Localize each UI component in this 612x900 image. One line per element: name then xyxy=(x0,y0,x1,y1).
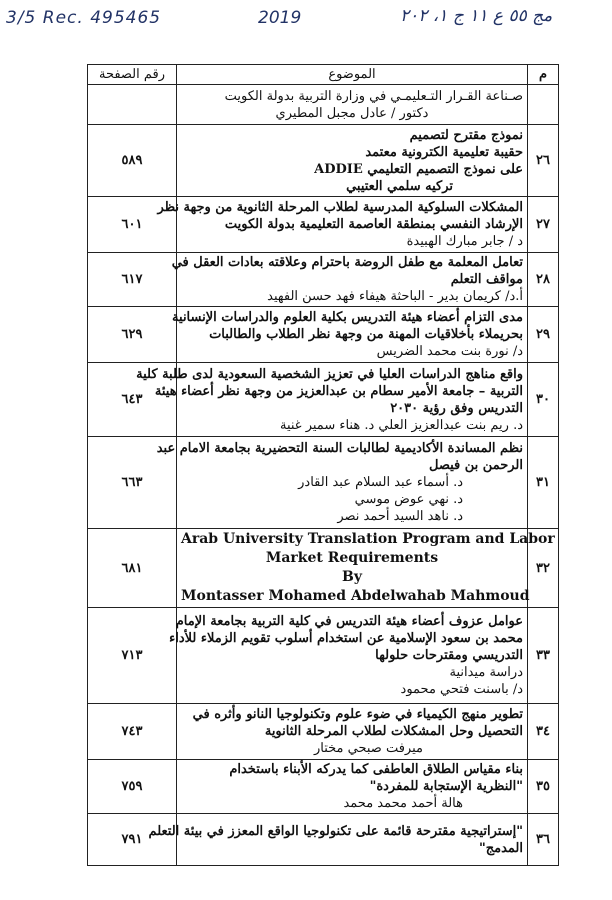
subject-line: د/ باسنت فتحي محمود xyxy=(400,682,523,697)
subject-line: بحريملاء بأخلاقيات المهنة من وجهة نظر الطلاب والطالبات xyxy=(209,327,523,342)
subject-line: التدريس وفق رؤية ٢٠٣٠ xyxy=(390,400,523,416)
subject-line: واقع مناهج الدراسات العليا في تعزيز الشخصية السعودية لدى طلبة كلية xyxy=(136,366,523,382)
table-row xyxy=(88,125,559,197)
subject-line: الإرشاد النفسي بمنطقة العاصمة التعليمية بدولة الكويت xyxy=(224,217,523,232)
subject-line: د/ نورة بنت محمد الضريس xyxy=(376,344,523,359)
subject-line: نظم المساندة الأكاديمية لطالبات السنة التحضيرية بجامعة الامام عبد xyxy=(156,441,523,456)
contents-table xyxy=(87,64,559,866)
subject-line: د / جابر مبارك الهبيدة xyxy=(406,234,523,249)
row-number: ٣٦ xyxy=(528,814,559,866)
row-subject xyxy=(177,125,528,197)
row-subject xyxy=(177,85,528,125)
row-number: ٢٩ xyxy=(528,307,559,363)
handwritten-ref-left: 3/5 Rec. 495465 xyxy=(6,8,162,28)
header-page: رقم الصفحة xyxy=(88,65,177,85)
subject-line: التدريسي ومقترحات حلولها xyxy=(375,648,523,663)
row-number: ٢٦ xyxy=(528,125,559,197)
table-row xyxy=(88,529,559,608)
subject-line: تعامل المعلمة مع طفل الروضة باحترام وعلاقته بعادات العقل في xyxy=(171,255,523,270)
row-page-number: ٧١٣ xyxy=(88,608,177,704)
row-subject xyxy=(171,253,528,307)
subject-line: "إستراتيجية مقترحة قائمة على تكنولوجيا الواقع المعزز في بيئة التعلم xyxy=(148,823,523,839)
subject-line: Arab University Translation Program and Labor xyxy=(181,531,555,547)
subject-line: Montasser Mohamed Abdelwahab Mahmoud xyxy=(181,588,530,604)
row-subject xyxy=(177,760,528,814)
row-page-number: ٦٤٣ xyxy=(88,363,177,437)
subject-line: المشكلات السلوكية المدرسية لطلاب المرحلة الثانوية من وجهة نظر xyxy=(157,200,523,215)
subject-line: دكتور / عادل مجبل المطيري xyxy=(275,105,429,121)
row-page-number: ٦٠١ xyxy=(88,197,177,253)
header-subject: الموضوع xyxy=(177,65,528,85)
row-subject xyxy=(136,363,528,437)
table-row xyxy=(88,307,559,363)
row-number: ٣٥ xyxy=(528,760,559,814)
table-row xyxy=(88,253,559,307)
table-row xyxy=(88,85,559,125)
row-number: ٣١ xyxy=(528,437,559,529)
table-row xyxy=(88,760,559,814)
subject-line: الرحمن بن فيصل xyxy=(428,458,523,473)
row-page-number: ٦٨١ xyxy=(88,529,177,608)
row-subject xyxy=(177,704,528,760)
table-row xyxy=(88,704,559,760)
subject-line: "النظرية الإستجابة للمفردة" xyxy=(369,779,523,794)
row-subject xyxy=(156,437,528,529)
subject-line: صـناعة القـرار التـعليمـي في وزارة التربية بدولة الكويت xyxy=(224,88,523,104)
row-number: ٣٢ xyxy=(528,529,559,608)
subject-line: ميرفت صبحي مختار xyxy=(313,741,423,756)
row-subject xyxy=(157,197,528,253)
table-row xyxy=(88,363,559,437)
row-subject xyxy=(169,608,528,704)
subject-line: التحصيل وحل المشكلات لطلاب المرحلة الثانوية xyxy=(264,724,523,739)
subject-line: د. ناهد السيد أحمد نصر xyxy=(337,509,463,524)
row-page-number: ٥٨٩ xyxy=(88,125,177,197)
subject-line: هالة أحمد محمد محمد xyxy=(343,796,463,811)
row-number: ٣٣ xyxy=(528,608,559,704)
row-page-number: ٦١٧ xyxy=(88,253,177,307)
row-number xyxy=(528,85,559,125)
handwritten-year: 2019 xyxy=(258,8,302,28)
subject-line: Market Requirements xyxy=(265,550,439,566)
row-page-number: ٦٢٩ xyxy=(88,307,177,363)
subject-line: By xyxy=(342,569,362,585)
row-page-number xyxy=(88,85,177,125)
subject-line: تطوير منهج الكيمياء في ضوء علوم وتكنولوجيا النانو وأثره في xyxy=(192,707,523,722)
subject-line: دراسة ميدانية xyxy=(449,665,523,680)
subject-line: التربية – جامعة الأمير سطام بن عبدالعزيز من وجهة نظر أعضاء هيئة xyxy=(154,383,523,399)
subject-line: أ.د/ كريمان بدير - الباحثة هيفاء فهد حسن الفهيد xyxy=(267,289,523,304)
table-row xyxy=(88,814,559,866)
row-page-number: ٧٥٩ xyxy=(88,760,177,814)
subject-line: حقيبة تعليمية الكترونية معتمد xyxy=(365,144,523,160)
subject-line: عوامل عزوف أعضاء هيئة التدريس في كلية التربية بجامعة الإمام xyxy=(175,614,523,629)
header-num: م xyxy=(528,65,559,85)
table-header-row xyxy=(88,65,559,85)
subject-line: د. نهي عوض موسي xyxy=(354,492,463,507)
subject-line: مدى التزام أعضاء هيئة التدريس بكلية العلوم والدراسات الإنسانية xyxy=(172,310,523,325)
row-number: ٣٤ xyxy=(528,704,559,760)
subject-line: على نموذج التصميم التعليمي ADDIE xyxy=(314,161,523,177)
subject-line: د. ريم بنت عبدالعزيز العلي د. هناء سمير غنية xyxy=(279,417,523,433)
subject-line: محمد بن سعود الإسلامية عن استخدام أسلوب تقويم الزملاء للأداء xyxy=(169,631,523,646)
subject-line: تركيه سلمي العتيبي xyxy=(346,178,453,194)
table-row xyxy=(88,197,559,253)
subject-line: د. أسماء عبد السلام عبد القادر xyxy=(298,475,463,490)
subject-line: بناء مقياس الطلاق العاطفى كما يدركه الأبناء باستخدام xyxy=(229,762,523,777)
row-number: ٣٠ xyxy=(528,363,559,437)
row-number: ٢٧ xyxy=(528,197,559,253)
row-page-number: ٦٦٣ xyxy=(88,437,177,529)
subject-line: مواقف التعلم xyxy=(450,272,523,287)
row-subject xyxy=(148,814,528,866)
table-row xyxy=(88,437,559,529)
handwritten-volume: مج ٥٥ ع ١١ ج ١، ٢٠٢ xyxy=(400,6,553,26)
subject-line: المدمج" xyxy=(478,840,523,856)
table-row xyxy=(88,608,559,704)
row-page-number: ٧٩١ xyxy=(88,814,177,866)
row-page-number: ٧٤٣ xyxy=(88,704,177,760)
row-number: ٢٨ xyxy=(528,253,559,307)
subject-line: نموذج مقترح لتصميم xyxy=(409,127,523,143)
row-subject xyxy=(172,307,528,363)
